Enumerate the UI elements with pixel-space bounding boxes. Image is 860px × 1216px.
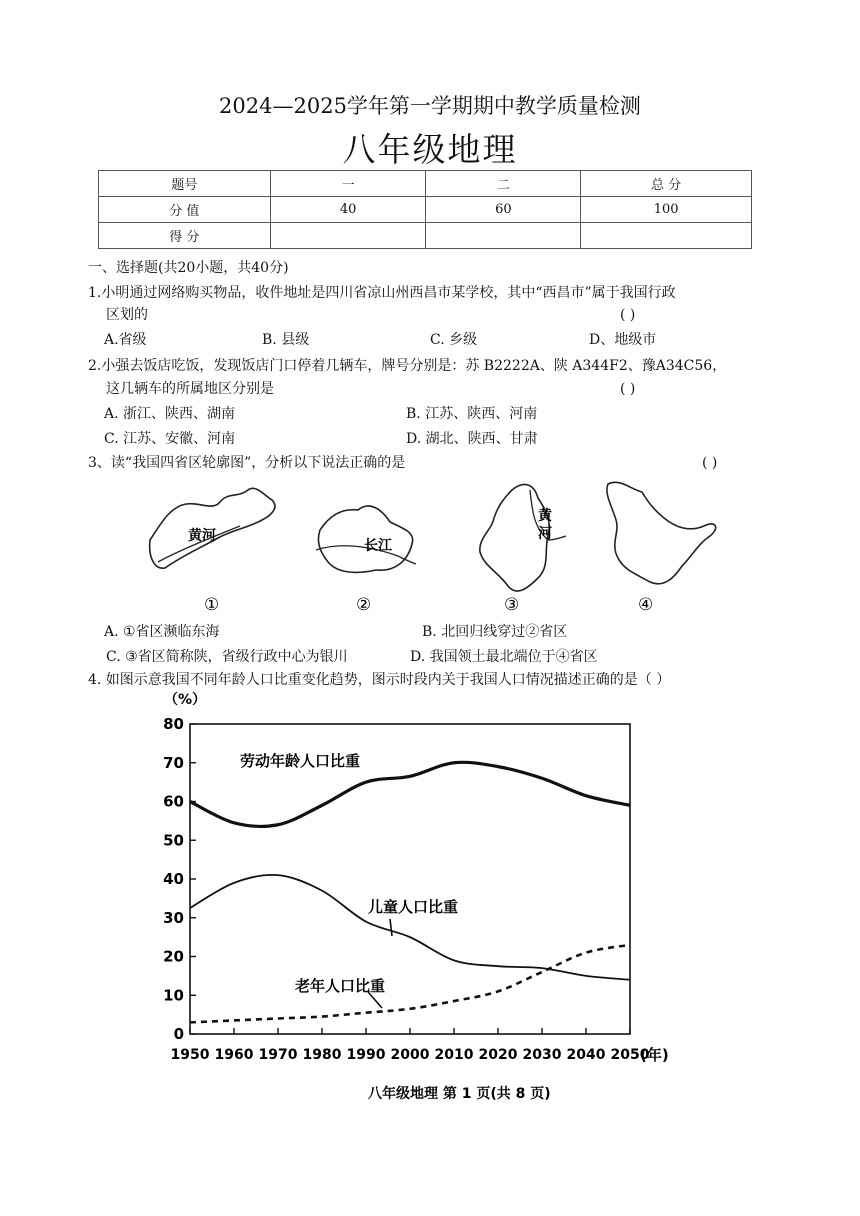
x-axis-unit: (年) — [640, 1046, 669, 1064]
table-cell: 一 — [270, 171, 426, 197]
table-row — [99, 171, 752, 197]
q2-option-d: D. 湖北、陕西、甘肃 — [406, 431, 538, 447]
score-input-cell[interactable] — [270, 223, 426, 249]
q1-answer-bracket[interactable]: ( ) — [620, 307, 636, 323]
table-cell: 题号 — [99, 171, 271, 197]
y-tick-label: 50 — [163, 831, 184, 850]
x-tick-label: 1960 — [214, 1047, 254, 1063]
section-heading: 一、选择题(共20小题，共40分) — [88, 260, 289, 276]
series-line-children — [190, 875, 630, 980]
series-line-elderly — [190, 945, 630, 1023]
province-outline-maps — [120, 470, 740, 620]
map4-number: ④ — [638, 595, 654, 615]
map1-number: ① — [204, 595, 220, 615]
series-line-working-age — [190, 762, 630, 826]
q4-stem: 4. 如图示意我国不同年龄人口比重变化趋势，图示时段内关于我国人口情况描述正确的是（ ） — [88, 672, 671, 688]
q1-stem: 1.小明通过网络购买物品，收件地址是四川省凉山州西昌市某学校，其中“西昌市”属于我国行政 — [88, 285, 676, 301]
plot-frame — [190, 724, 630, 1034]
x-tick-label: 2020 — [478, 1047, 518, 1063]
score-input-cell[interactable] — [581, 223, 752, 249]
table-cell: 分 值 — [99, 197, 271, 223]
q3-option-c: C. ③省区简称陕，省级行政中心为银川 — [106, 649, 348, 665]
x-tick-label: 1970 — [258, 1047, 298, 1063]
q1-stem-cont: 区划的 — [106, 307, 148, 323]
table-row — [99, 197, 752, 223]
x-tick-label: 1980 — [302, 1047, 342, 1063]
q1-option-b: B. 县级 — [262, 332, 310, 348]
table-row — [99, 223, 752, 249]
q2-option-a: A. 浙江、陕西、湖南 — [104, 406, 236, 422]
x-tick-label: 2010 — [434, 1047, 474, 1063]
q3-stem: 3、读“我国四省区轮廓图”，分析以下说法正确的是 — [88, 455, 406, 471]
map3-label-a: 黄 — [538, 508, 552, 524]
q2-stem-cont: 这几辆车的所属地区分别是 — [106, 381, 274, 397]
q1-option-c: C. 乡级 — [430, 332, 478, 348]
q2-option-c: C. 江苏、安徽、河南 — [104, 431, 236, 447]
map2-number: ② — [356, 595, 372, 615]
series-label-pointer — [390, 919, 392, 936]
q2-answer-bracket[interactable]: ( ) — [620, 381, 636, 397]
y-tick-label: 80 — [163, 715, 184, 733]
x-tick-label: 2000 — [390, 1047, 430, 1063]
series-label: 劳动年龄人口比重 — [240, 752, 361, 770]
q2-option-b: B. 江苏、陕西、河南 — [406, 406, 538, 422]
province-4-outline — [607, 482, 716, 583]
q3-option-b: B. 北回归线穿过②省区 — [422, 624, 568, 640]
map1-label: 黄河 — [188, 528, 216, 544]
q3-option-a: A. ①省区濒临东海 — [104, 624, 220, 640]
table-cell: 60 — [426, 197, 581, 223]
y-tick-label: 60 — [163, 792, 184, 811]
q1-option-d: D、地级市 — [589, 332, 657, 348]
x-tick-label: 2050 — [610, 1047, 650, 1063]
y-tick-label: 20 — [163, 947, 184, 966]
x-tick-label: 1990 — [346, 1047, 386, 1063]
y-axis-label: （%） — [164, 692, 207, 708]
exam-title: 2024—2025学年第一学期期中教学质量检测 — [219, 94, 641, 118]
series-label: 老年人口比重 — [295, 977, 386, 995]
q2-stem: 2.小强去饭店吃饭，发现饭店门口停着几辆车，牌号分别是：苏 B2222A、陕 A344F2、豫A34C56， — [88, 358, 727, 374]
score-input-cell[interactable] — [426, 223, 581, 249]
y-tick-label: 0 — [173, 1025, 184, 1043]
table-cell: 得 分 — [99, 223, 271, 249]
y-tick-label: 30 — [163, 908, 184, 927]
table-cell: 40 — [270, 197, 426, 223]
x-tick-label: 2040 — [566, 1047, 606, 1063]
map3-number: ③ — [504, 595, 520, 615]
subject-title: 八年级地理 — [342, 130, 518, 169]
score-table — [98, 170, 752, 249]
q3-answer-bracket[interactable]: ( ) — [702, 455, 718, 471]
table-cell: 二 — [426, 171, 581, 197]
map3-label-b: 河 — [538, 526, 552, 542]
y-tick-label: 10 — [163, 986, 184, 1005]
series-label: 儿童人口比重 — [368, 898, 459, 916]
map2-label: 长江 — [364, 538, 392, 554]
table-cell: 100 — [581, 197, 752, 223]
x-tick-label: 2030 — [522, 1047, 562, 1063]
population-chart — [150, 686, 710, 1106]
y-tick-label: 70 — [163, 753, 184, 772]
q1-option-a: A.省级 — [104, 332, 147, 348]
y-tick-label: 40 — [163, 870, 184, 888]
page-footer: 八年级地理 第 1 页(共 8 页) — [368, 1086, 551, 1102]
table-cell: 总 分 — [581, 171, 752, 197]
q3-option-d: D. 我国领土最北端位于④省区 — [410, 649, 598, 665]
x-tick-label: 1950 — [170, 1047, 210, 1063]
